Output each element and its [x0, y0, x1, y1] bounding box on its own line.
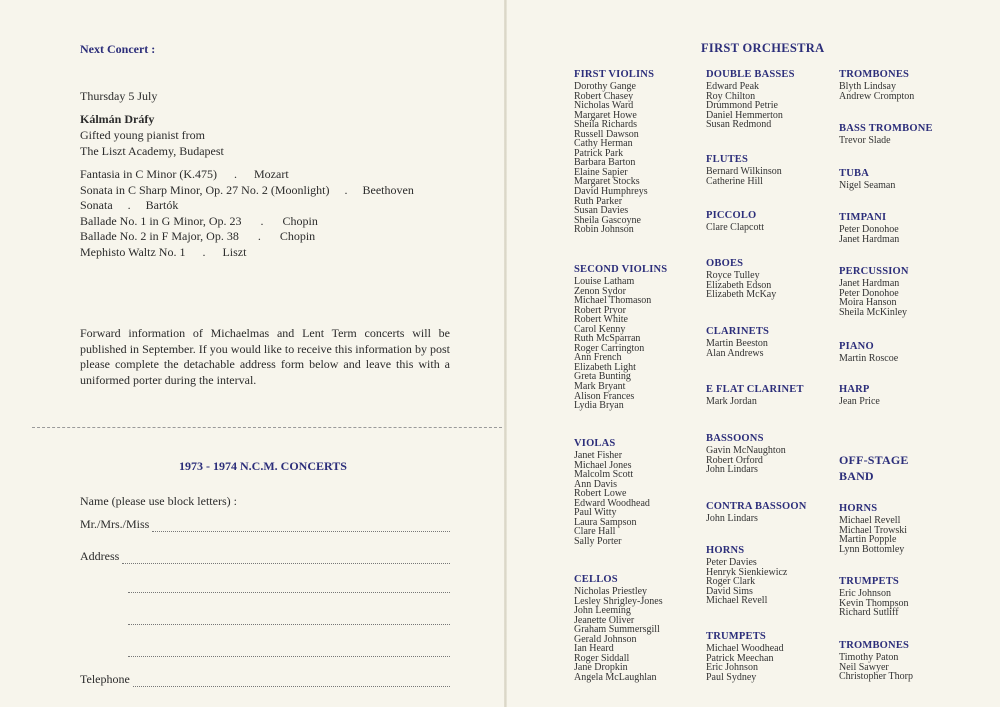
address-line[interactable]	[128, 613, 450, 625]
member-name: Robin Johnson	[574, 224, 634, 236]
section-col3-9	[839, 575, 909, 618]
member-name: Roger Clark	[706, 576, 756, 588]
section-title: BASSOONS	[706, 433, 764, 444]
member-name: Carol Kenny	[574, 323, 626, 335]
performer-name: Kálmán Dráfy	[80, 112, 155, 126]
member-name: Janet Hardman	[839, 278, 900, 289]
member-name: Edward Peak	[706, 81, 760, 92]
section-col2-4	[706, 325, 769, 358]
next-concert-heading: Next Concert :	[80, 42, 156, 56]
member-name: Royce Tulley	[706, 270, 760, 281]
section-title: CELLOS	[574, 574, 618, 585]
section-title: FIRST VIOLINS	[574, 69, 655, 80]
section-col1-0	[574, 68, 654, 235]
member-name: Susan Redmond	[706, 119, 772, 131]
member-name: Elaine Sapier	[574, 166, 628, 178]
member-name: Robert Orford	[706, 454, 763, 466]
section-col3-1	[839, 122, 933, 146]
member-name: Michael Thomason	[574, 295, 652, 307]
member-name: Jean Price	[839, 396, 880, 407]
member-name: David Sims	[706, 585, 753, 597]
member-name: Janet Fisher	[574, 450, 623, 461]
address-line[interactable]	[128, 581, 450, 593]
telephone-field[interactable]	[80, 672, 450, 687]
member-name: Peter Davies	[706, 557, 757, 568]
section-title: CLARINETS	[706, 326, 770, 337]
address-line-3[interactable]	[128, 613, 450, 625]
member-name: Clare Hall	[574, 526, 616, 538]
section-col3-8	[839, 502, 907, 554]
member-name: Zenon Sydor	[574, 285, 626, 297]
member-name: Paul Witty	[574, 507, 617, 519]
program-list	[80, 167, 460, 260]
member-name: Neil Sawyer	[839, 661, 889, 673]
member-name: Sheila Gascoyne	[574, 214, 641, 226]
section-title: PERCUSSION	[839, 266, 909, 277]
member-name: Cathy Herman	[574, 138, 633, 150]
section-col3-5	[839, 340, 898, 364]
member-name: David Humphreys	[574, 186, 648, 198]
member-name: Sheila Richards	[574, 119, 638, 131]
member-name: Ann Davis	[574, 478, 618, 490]
member-name: Ann French	[574, 352, 622, 364]
performer-description: Gifted young pianist from	[80, 128, 205, 142]
member-name: Nicholas Ward	[574, 100, 634, 112]
name-instruction: Name (please use block letters) :	[80, 494, 237, 508]
member-name: Gavin McNaughton	[706, 445, 786, 456]
program-item: Ballade No. 1 in G Minor, Op. 23 . Chopin	[80, 213, 318, 228]
member-name: Lesley Shrigley-Jones	[574, 595, 663, 607]
member-name: Trevor Slade	[839, 135, 891, 146]
section-title: OFF-STAGE BAND	[839, 453, 909, 483]
address-line[interactable]	[128, 645, 450, 657]
section-col3-10	[839, 639, 913, 682]
member-name: Roger Carrington	[574, 342, 645, 354]
telephone-line[interactable]	[133, 675, 450, 687]
section-title: PICCOLO	[706, 210, 757, 221]
member-name: John Leeming	[574, 605, 631, 617]
member-name: Malcolm Scott	[574, 469, 634, 481]
member-name: Ruth McSparran	[574, 333, 641, 345]
address-line-2[interactable]	[128, 581, 450, 593]
section-col3-4	[839, 265, 909, 317]
member-name: Jeanette Oliver	[574, 614, 635, 626]
member-name: Martin Roscoe	[839, 353, 899, 364]
member-name: Paul Sydney	[706, 671, 757, 683]
member-name: Robert Chasey	[574, 90, 634, 102]
section-title: BASS TROMBONE	[839, 123, 933, 134]
member-name: Nicholas Priestley	[574, 586, 648, 597]
member-name: Drummond Petrie	[706, 100, 778, 112]
member-name: Martin Beeston	[706, 338, 768, 349]
member-name: Timothy Paton	[839, 652, 899, 663]
member-name: Peter Donohoe	[839, 224, 899, 235]
section-title: DOUBLE BASSES	[706, 69, 795, 80]
member-name: Lynn Bottomley	[839, 543, 905, 555]
member-name: Graham Summersgill	[574, 624, 660, 636]
section-title: HORNS	[706, 545, 745, 556]
member-name: Michael Jones	[574, 459, 632, 471]
member-name: Louise Latham	[574, 276, 635, 287]
telephone-label: Telephone	[80, 672, 130, 686]
member-name: Alan Andrews	[706, 347, 764, 359]
member-name: Mark Jordan	[706, 396, 757, 407]
member-name: Michael Revell	[839, 515, 901, 526]
member-name: Christopher Thorp	[839, 671, 913, 683]
orchestra-title: FIRST ORCHESTRA	[701, 41, 825, 55]
member-name: Richard Sutliff	[839, 607, 899, 619]
section-col3-0	[839, 68, 914, 101]
member-name: Michael Revell	[706, 595, 768, 607]
member-name: Elizabeth McKay	[706, 289, 777, 301]
member-name: Moira Hanson	[839, 297, 897, 309]
section-title: VIOLAS	[574, 438, 616, 449]
section-col1-2	[574, 437, 650, 546]
member-name: Martin Popple	[839, 534, 897, 546]
member-name: Eric Johnson	[706, 662, 758, 674]
member-name: Sally Porter	[574, 535, 622, 547]
member-name: Angela McLaughlan	[574, 671, 657, 683]
address-label: Address	[80, 549, 120, 563]
section-title: SECOND VIOLINS	[574, 264, 668, 275]
section-title: TIMPANI	[839, 212, 887, 223]
section-col1-3	[574, 573, 663, 682]
member-name: Robert White	[574, 314, 628, 326]
name-line[interactable]	[152, 520, 450, 532]
member-name: Daniel Hemmerton	[706, 109, 783, 121]
section-col3-7	[839, 452, 919, 485]
member-name: Michael Trowski	[839, 524, 908, 536]
member-name: Peter Donohoe	[839, 287, 899, 299]
member-name: Greta Bunting	[574, 371, 631, 383]
section-col3-2	[839, 167, 895, 191]
section-title: OBOES	[706, 258, 744, 269]
name-field[interactable]	[80, 517, 450, 532]
member-name: Patrick Meechan	[706, 652, 774, 664]
section-col2-3	[706, 257, 776, 300]
member-name: Edward Woodhead	[574, 497, 650, 509]
address-line[interactable]	[122, 552, 450, 564]
concert-date: Thursday 5 July	[80, 89, 158, 103]
member-name: Janet Hardman	[839, 233, 900, 245]
member-name: Robert Lowe	[574, 488, 627, 500]
section-title: HORNS	[839, 503, 878, 514]
member-name: Blyth Lindsay	[839, 81, 896, 92]
member-name: Kevin Thompson	[839, 597, 909, 609]
section-title: PIANO	[839, 341, 874, 352]
section-col2-6	[706, 432, 786, 475]
member-name: Patrick Park	[574, 147, 624, 159]
program-item: Mephisto Waltz No. 1 . Liszt	[80, 244, 247, 259]
member-name: Margaret Howe	[574, 109, 637, 121]
member-name: Sheila McKinley	[839, 306, 908, 318]
form-title: 1973 - 1974 N.C.M. CONCERTS	[179, 459, 347, 473]
member-name: Russell Dawson	[574, 128, 639, 140]
tear-off-line	[32, 427, 502, 428]
performer-description: The Liszt Academy, Budapest	[80, 144, 224, 158]
member-name: John Lindars	[706, 513, 758, 524]
member-name: Laura Sampson	[574, 516, 637, 528]
section-col3-6	[839, 383, 880, 407]
member-name: Michael Woodhead	[706, 643, 784, 654]
section-col2-5	[706, 383, 804, 407]
member-name: Gerald Johnson	[574, 633, 637, 645]
member-name: Roger Siddall	[574, 652, 630, 664]
program-item: Fantasia in C Minor (K.475) . Mozart	[80, 167, 289, 181]
member-name: Jane Dropkin	[574, 662, 628, 674]
member-name: Dorothy Gange	[574, 81, 636, 92]
title-label: Mr./Mrs./Miss	[80, 517, 150, 531]
section-title: TROMBONES	[839, 69, 910, 80]
member-name: Nigel Seaman	[839, 180, 896, 191]
section-col2-1	[706, 153, 782, 186]
member-name: Ian Heard	[574, 643, 614, 655]
section-col1-1	[574, 263, 667, 411]
member-name: Barbara Barton	[574, 157, 636, 169]
member-name: Robert Pryor	[574, 304, 626, 316]
member-name: Clare Clapcott	[706, 222, 765, 233]
info-paragraph: Forward information of Michaelmas and Lent Term concerts will be published in September. If you would like to receive this information by post please complete the detachable address form below and leave this with a uniformed porter during the interval.	[80, 326, 450, 387]
address-line-4[interactable]	[128, 645, 450, 657]
member-name: Roy Chilton	[706, 90, 756, 102]
section-title: CONTRA BASSOON	[706, 501, 807, 512]
section-title: TUBA	[839, 168, 869, 179]
member-name: Eric Johnson	[839, 588, 891, 599]
member-name: Andrew Crompton	[839, 90, 915, 102]
section-col2-9	[706, 630, 784, 682]
section-title: TRUMPETS	[706, 631, 766, 642]
section-title: HARP	[839, 384, 870, 395]
member-name: Henryk Sienkiewicz	[706, 566, 788, 578]
section-title: TROMBONES	[839, 640, 910, 651]
section-col3-3	[839, 211, 899, 244]
section-title: E FLAT CLARINET	[706, 384, 804, 395]
section-col2-0	[706, 68, 795, 130]
member-name: Mark Bryant	[574, 381, 626, 393]
section-col2-2	[706, 209, 764, 233]
program-item: Ballade No. 2 in F Major, Op. 38 . Chopin	[80, 229, 316, 243]
member-name: Ruth Parker	[574, 195, 623, 207]
member-name: Susan Davies	[574, 205, 629, 217]
address-field[interactable]	[80, 549, 450, 564]
member-name: Bernard Wilkinson	[706, 166, 782, 177]
member-name: Margaret Stocks	[574, 176, 640, 188]
member-name: Alison Frances	[574, 390, 635, 402]
member-name: John Lindars	[706, 464, 758, 476]
section-title: FLUTES	[706, 154, 749, 165]
section-col2-8	[706, 544, 787, 606]
member-name: Elizabeth Edson	[706, 279, 772, 291]
program-item: Sonata . Bartók	[80, 198, 179, 212]
program-item: Sonata in C Sharp Minor, Op. 27 No. 2 (Moonlight) . Beethoven	[80, 182, 414, 197]
member-name: Catherine Hill	[706, 175, 763, 187]
member-name: Elizabeth Light	[574, 361, 636, 373]
member-name: Lydia Bryan	[574, 400, 624, 412]
section-title: TRUMPETS	[839, 576, 899, 587]
section-col2-7	[706, 500, 807, 524]
